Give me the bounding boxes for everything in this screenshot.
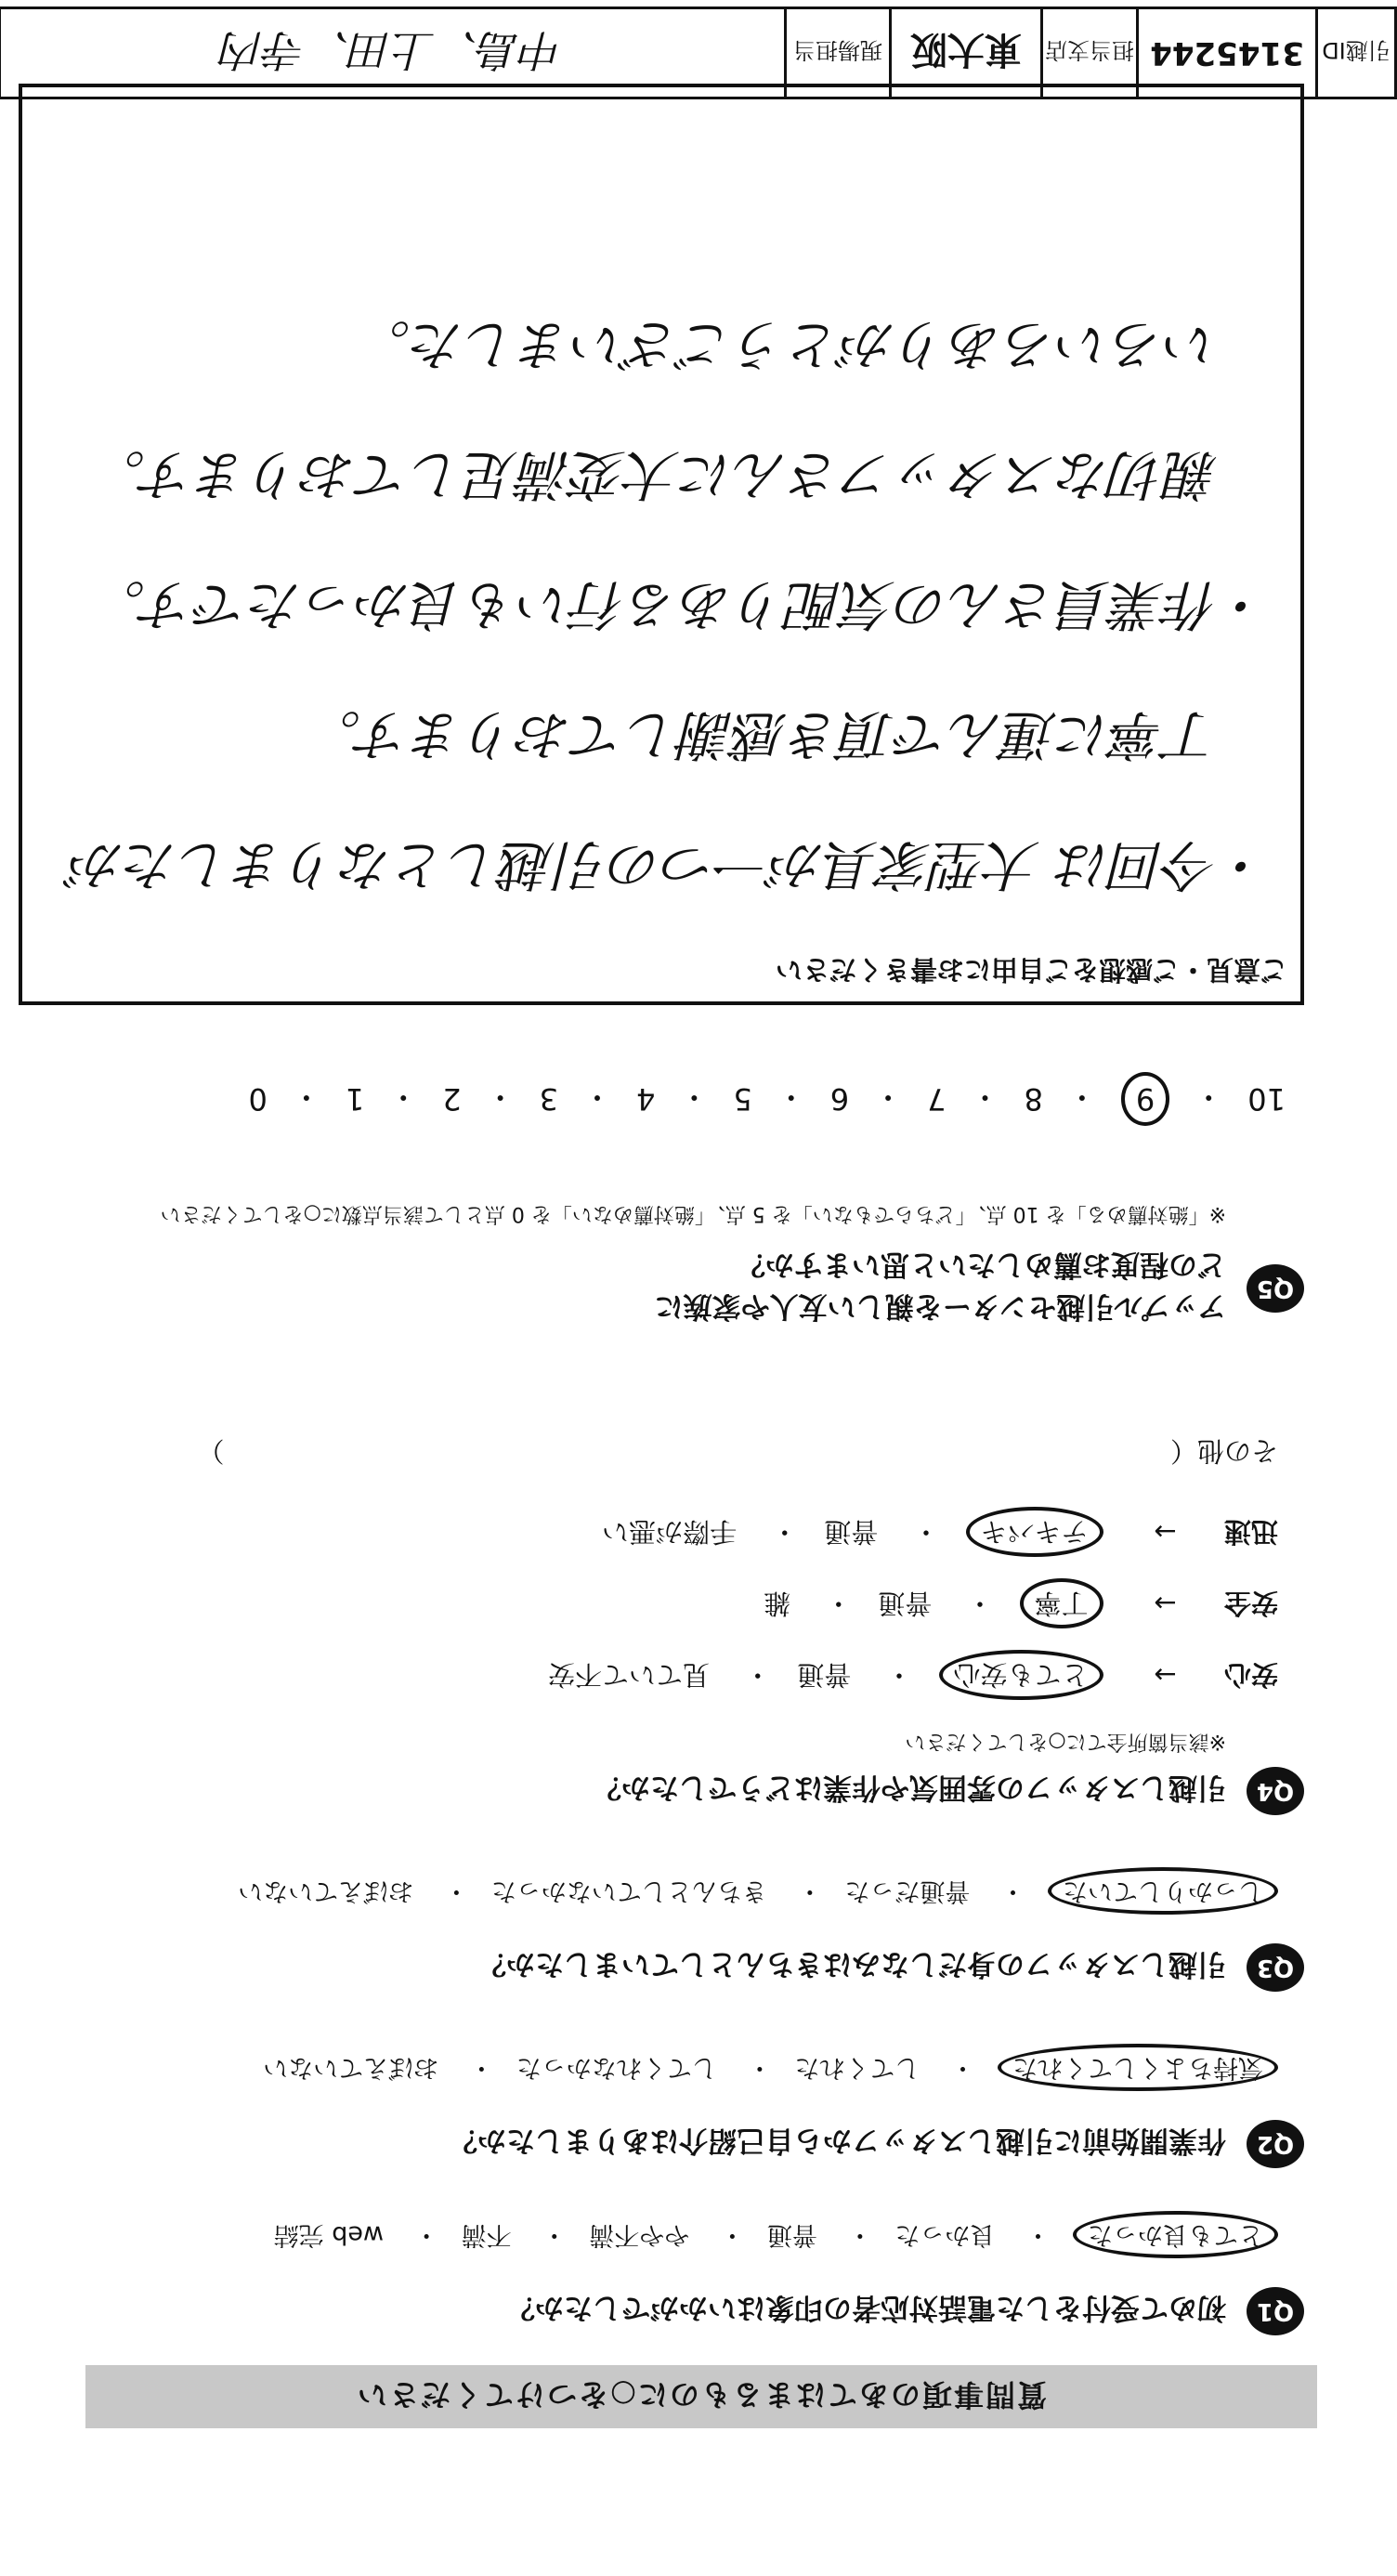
q4-other-close: ） [197,1435,225,1467]
scale-point[interactable]: 3 [539,1081,559,1117]
scale-point[interactable]: 0 [248,1081,268,1117]
scale-point[interactable]: 6 [829,1081,850,1117]
q4-row-label: 迅速 [1223,1516,1278,1548]
q2-option[interactable]: おぼえていない [263,2053,439,2082]
q3-text: 引越しスタッフの身だしなみはきちんとしていましたか？ [477,1947,1226,1981]
scale-point[interactable]: 7 [927,1081,947,1117]
footer-table [0,7,1397,99]
leader-label: 現場担当 [784,9,889,97]
q3-option[interactable]: 普通だった [844,1876,971,1905]
scale-point[interactable]: 2 [442,1081,462,1117]
q3-options: しっかりしていた・ 普通だった・ きちんとしていなかった・ おぼえていない [97,1876,1278,1912]
q5-badge: Q5 [1247,1264,1304,1313]
question-1 [97,2219,1304,2335]
q1-option[interactable]: やや不満 [589,2220,690,2249]
q5-text-line2: どの程度お薦めしたいと思いますか？ [737,1248,1226,1281]
q4-note: ※該当箇所全てに○をしてください [905,1730,1226,1753]
q4-option-selected[interactable]: テキパキ [966,1507,1103,1557]
q2-text: 作業開始前に引越しスタッフから自己紹介はありましたか？ [449,2124,1226,2158]
q4-row-jinsoku: 迅速 → テキパキ・ 普通・ 手際が悪い [97,1514,1278,1552]
branch-label: 担当支店 [1040,9,1136,97]
scale-point[interactable]: 1 [345,1081,365,1117]
q1-text: 初めて受付をした電話対応者の印象はいかがでしたか？ [506,2291,1226,2325]
q4-row-label: 安心 [1223,1659,1278,1691]
q3-option[interactable]: おぼえていない [238,1876,414,1905]
comment-line: 親切なスタッフさんに大変満足しております。 [91,443,1273,506]
q4-other-label: その他（ [1169,1435,1278,1467]
q5-text [655,1247,1226,1330]
question-4 [97,1433,1304,1815]
q4-row-anzen: 安全 → 丁寧・ 普通・ 雑 [97,1586,1278,1624]
q2-option[interactable]: してくれた [794,2053,920,2082]
q1-badge: Q1 [1247,2287,1304,2335]
q2-badge: Q2 [1247,2120,1304,2168]
id-value: 3145244 [1136,9,1315,97]
q4-row-anshin: 安心 → とても安心・ 普通・ 見ていて不安 [97,1657,1278,1695]
branch-value: 東大阪 [889,9,1040,97]
scale-point[interactable]: 5 [733,1081,752,1117]
scale-point[interactable]: 8 [1024,1081,1043,1117]
comment-title: ご意見・ご感想をご自由にお書きください [775,954,1287,986]
scale-point[interactable]: 4 [636,1081,656,1117]
instructions-band: 質問事項のあてはまるものに○をつけてください [85,2365,1317,2428]
q4-option[interactable]: 普通 [824,1516,879,1548]
q4-option[interactable]: 手際が悪い [602,1516,738,1548]
id-label: 引越ID [1315,9,1394,97]
q3-badge: Q3 [1247,1943,1304,1992]
comment-line: ・今回は 大型家具が一つの引越しとなりましたが [70,833,1273,896]
comment-line: いろいろありがとうございました。 [356,313,1273,376]
question-2 [97,2052,1304,2168]
scale-point-selected[interactable]: 9 [1121,1072,1169,1126]
question-5 [97,1201,1304,1330]
q4-option[interactable]: 普通 [878,1588,933,1619]
leader-value: 中島、上田、寺内 [221,25,564,75]
q4-row-label: 安全 [1223,1588,1278,1619]
q3-option[interactable]: きちんとしていなかった [490,1876,767,1905]
q2-option-selected[interactable]: 気持ちよくしてくれた [998,2044,1278,2091]
q4-option-selected[interactable]: とても安心 [939,1650,1103,1700]
comment-line: 丁寧に運んで頂き感謝しております。 [307,703,1273,766]
comment-line: ・作業員さんの気配りある行いも良かったです。 [91,573,1273,636]
q4-other [97,1433,1278,1471]
q5-note: ※「絶対薦める」を 10 点、「どちらでもない」を 5 点、「絶対薦めない」を 0 点として該当点数に○をしてください [160,1202,1226,1225]
arrow-right-icon: → [1154,1516,1177,1548]
q5-text-line1: アップル引越センターを親しい友人や家族に [654,1289,1226,1323]
q4-text: 引越しスタッフの雰囲気や作業はどうでしたか？ [593,1771,1226,1805]
arrow-right-icon: → [1154,1588,1177,1619]
comment-box[interactable] [19,84,1304,1005]
q4-option[interactable]: 見ていて不安 [548,1659,711,1691]
q1-options: とても良かった・ 良かった・ 普通・ やや不満・ 不満・ web 完結 [97,2219,1278,2256]
q3-option-selected[interactable]: しっかりしていた [1048,1867,1278,1915]
q2-option[interactable]: してくれなかった [516,2053,717,2082]
scale-point[interactable]: 10 [1247,1081,1286,1117]
arrow-right-icon: → [1154,1659,1177,1691]
q2-options: 気持ちよくしてくれた・ してくれた・ してくれなかった・ おぼえていない [97,2052,1278,2088]
q1-option[interactable]: web 完結 [273,2220,385,2249]
q4-option[interactable]: 普通 [797,1659,852,1691]
question-3 [97,1876,1304,1992]
q1-option[interactable]: 不満 [461,2220,512,2249]
q1-option[interactable]: 普通 [766,2220,817,2249]
q4-option[interactable]: 雑 [764,1588,791,1619]
q5-scale: 10 ・ 9 ・ 8 ・ 7 ・ 6 ・ 5 ・ 4 ・ 3 ・ 2 ・ 1 ・ 0 [78,1072,1286,1126]
q4-option-selected[interactable]: 丁寧 [1020,1578,1103,1628]
q4-badge: Q4 [1247,1767,1304,1815]
q1-option[interactable]: 良かった [894,2220,996,2249]
q1-option-selected[interactable]: とても良かった [1073,2211,1278,2258]
